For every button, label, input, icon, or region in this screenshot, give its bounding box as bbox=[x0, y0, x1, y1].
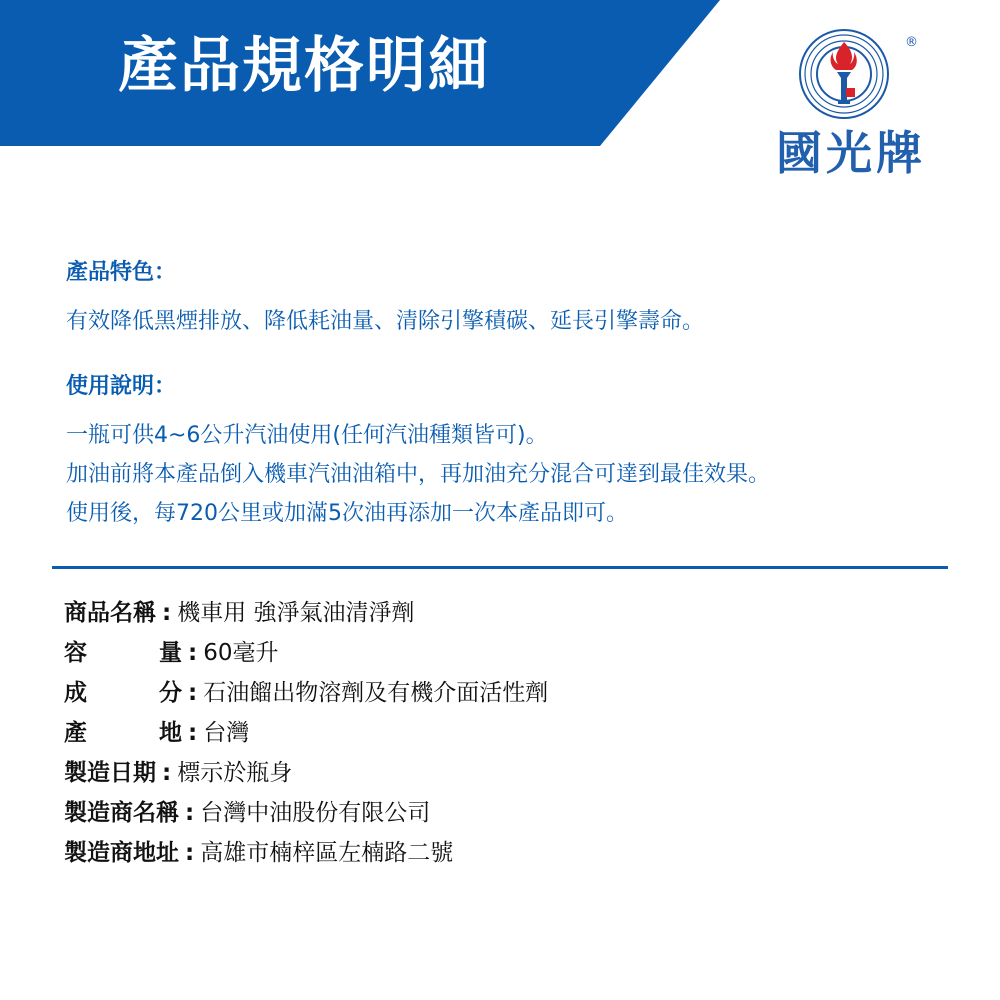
spec-label: 製造日期 bbox=[64, 760, 156, 786]
brand-logo bbox=[770, 28, 940, 198]
spec-separator: : bbox=[188, 640, 198, 666]
spec-value: 台灣中油股份有限公司 bbox=[200, 800, 431, 826]
registered-mark: ® bbox=[905, 35, 918, 50]
spec-value: 石油餾出物溶劑及有機介面活性劑 bbox=[203, 680, 549, 706]
spec-table bbox=[64, 596, 548, 876]
features-heading: 產品特色： bbox=[66, 260, 177, 285]
usage-line: 一瓶可供4~6公升汽油使用(任何汽油種類皆可)。 bbox=[66, 423, 548, 448]
page-title: 產品規格明細 bbox=[118, 31, 490, 101]
usage-section bbox=[66, 376, 770, 533]
spec-label: 製造商地址 bbox=[64, 840, 179, 866]
brand-name: 國光牌 bbox=[776, 126, 926, 180]
torch-icon bbox=[798, 28, 890, 120]
spec-row-ingredients bbox=[64, 676, 548, 716]
features-line: 有效降低黑煙排放、降低耗油量、清除引擎積碳、延長引擎壽命。 bbox=[66, 309, 705, 334]
section-divider bbox=[52, 566, 948, 569]
spec-row-manufacturer bbox=[64, 796, 548, 836]
spec-row-origin bbox=[64, 716, 548, 756]
features-section bbox=[66, 262, 704, 341]
spec-separator: : bbox=[162, 600, 172, 626]
spec-separator: : bbox=[185, 840, 195, 866]
spec-row-manufacture-date bbox=[64, 756, 548, 796]
spec-separator: : bbox=[162, 760, 172, 786]
spec-value: 機車用 強淨氣油清淨劑 bbox=[177, 600, 415, 626]
usage-heading: 使用說明： bbox=[66, 374, 177, 399]
spec-row-product-name bbox=[64, 596, 548, 636]
spec-label: 成分 bbox=[64, 680, 182, 706]
spec-separator: : bbox=[188, 680, 198, 706]
spec-separator: : bbox=[185, 800, 195, 826]
usage-line: 使用後，每720公里或加滿5次油再添加一次本產品即可。 bbox=[66, 501, 628, 526]
spec-value: 標示於瓶身 bbox=[177, 760, 293, 786]
spec-label: 製造商名稱 bbox=[64, 800, 179, 826]
spec-value: 台灣 bbox=[203, 720, 250, 746]
spec-value: 60毫升 bbox=[203, 640, 279, 666]
spec-row-manufacturer-address bbox=[64, 836, 548, 876]
spec-separator: : bbox=[188, 720, 198, 746]
spec-label: 容量 bbox=[64, 640, 182, 666]
usage-line: 加油前將本產品倒入機車汽油油箱中，再加油充分混合可達到最佳效果。 bbox=[66, 462, 771, 487]
spec-label: 商品名稱 bbox=[64, 600, 156, 626]
spec-row-volume bbox=[64, 636, 548, 676]
spec-label: 產地 bbox=[64, 720, 182, 746]
spec-value: 高雄市楠梓區左楠路二號 bbox=[200, 840, 454, 866]
